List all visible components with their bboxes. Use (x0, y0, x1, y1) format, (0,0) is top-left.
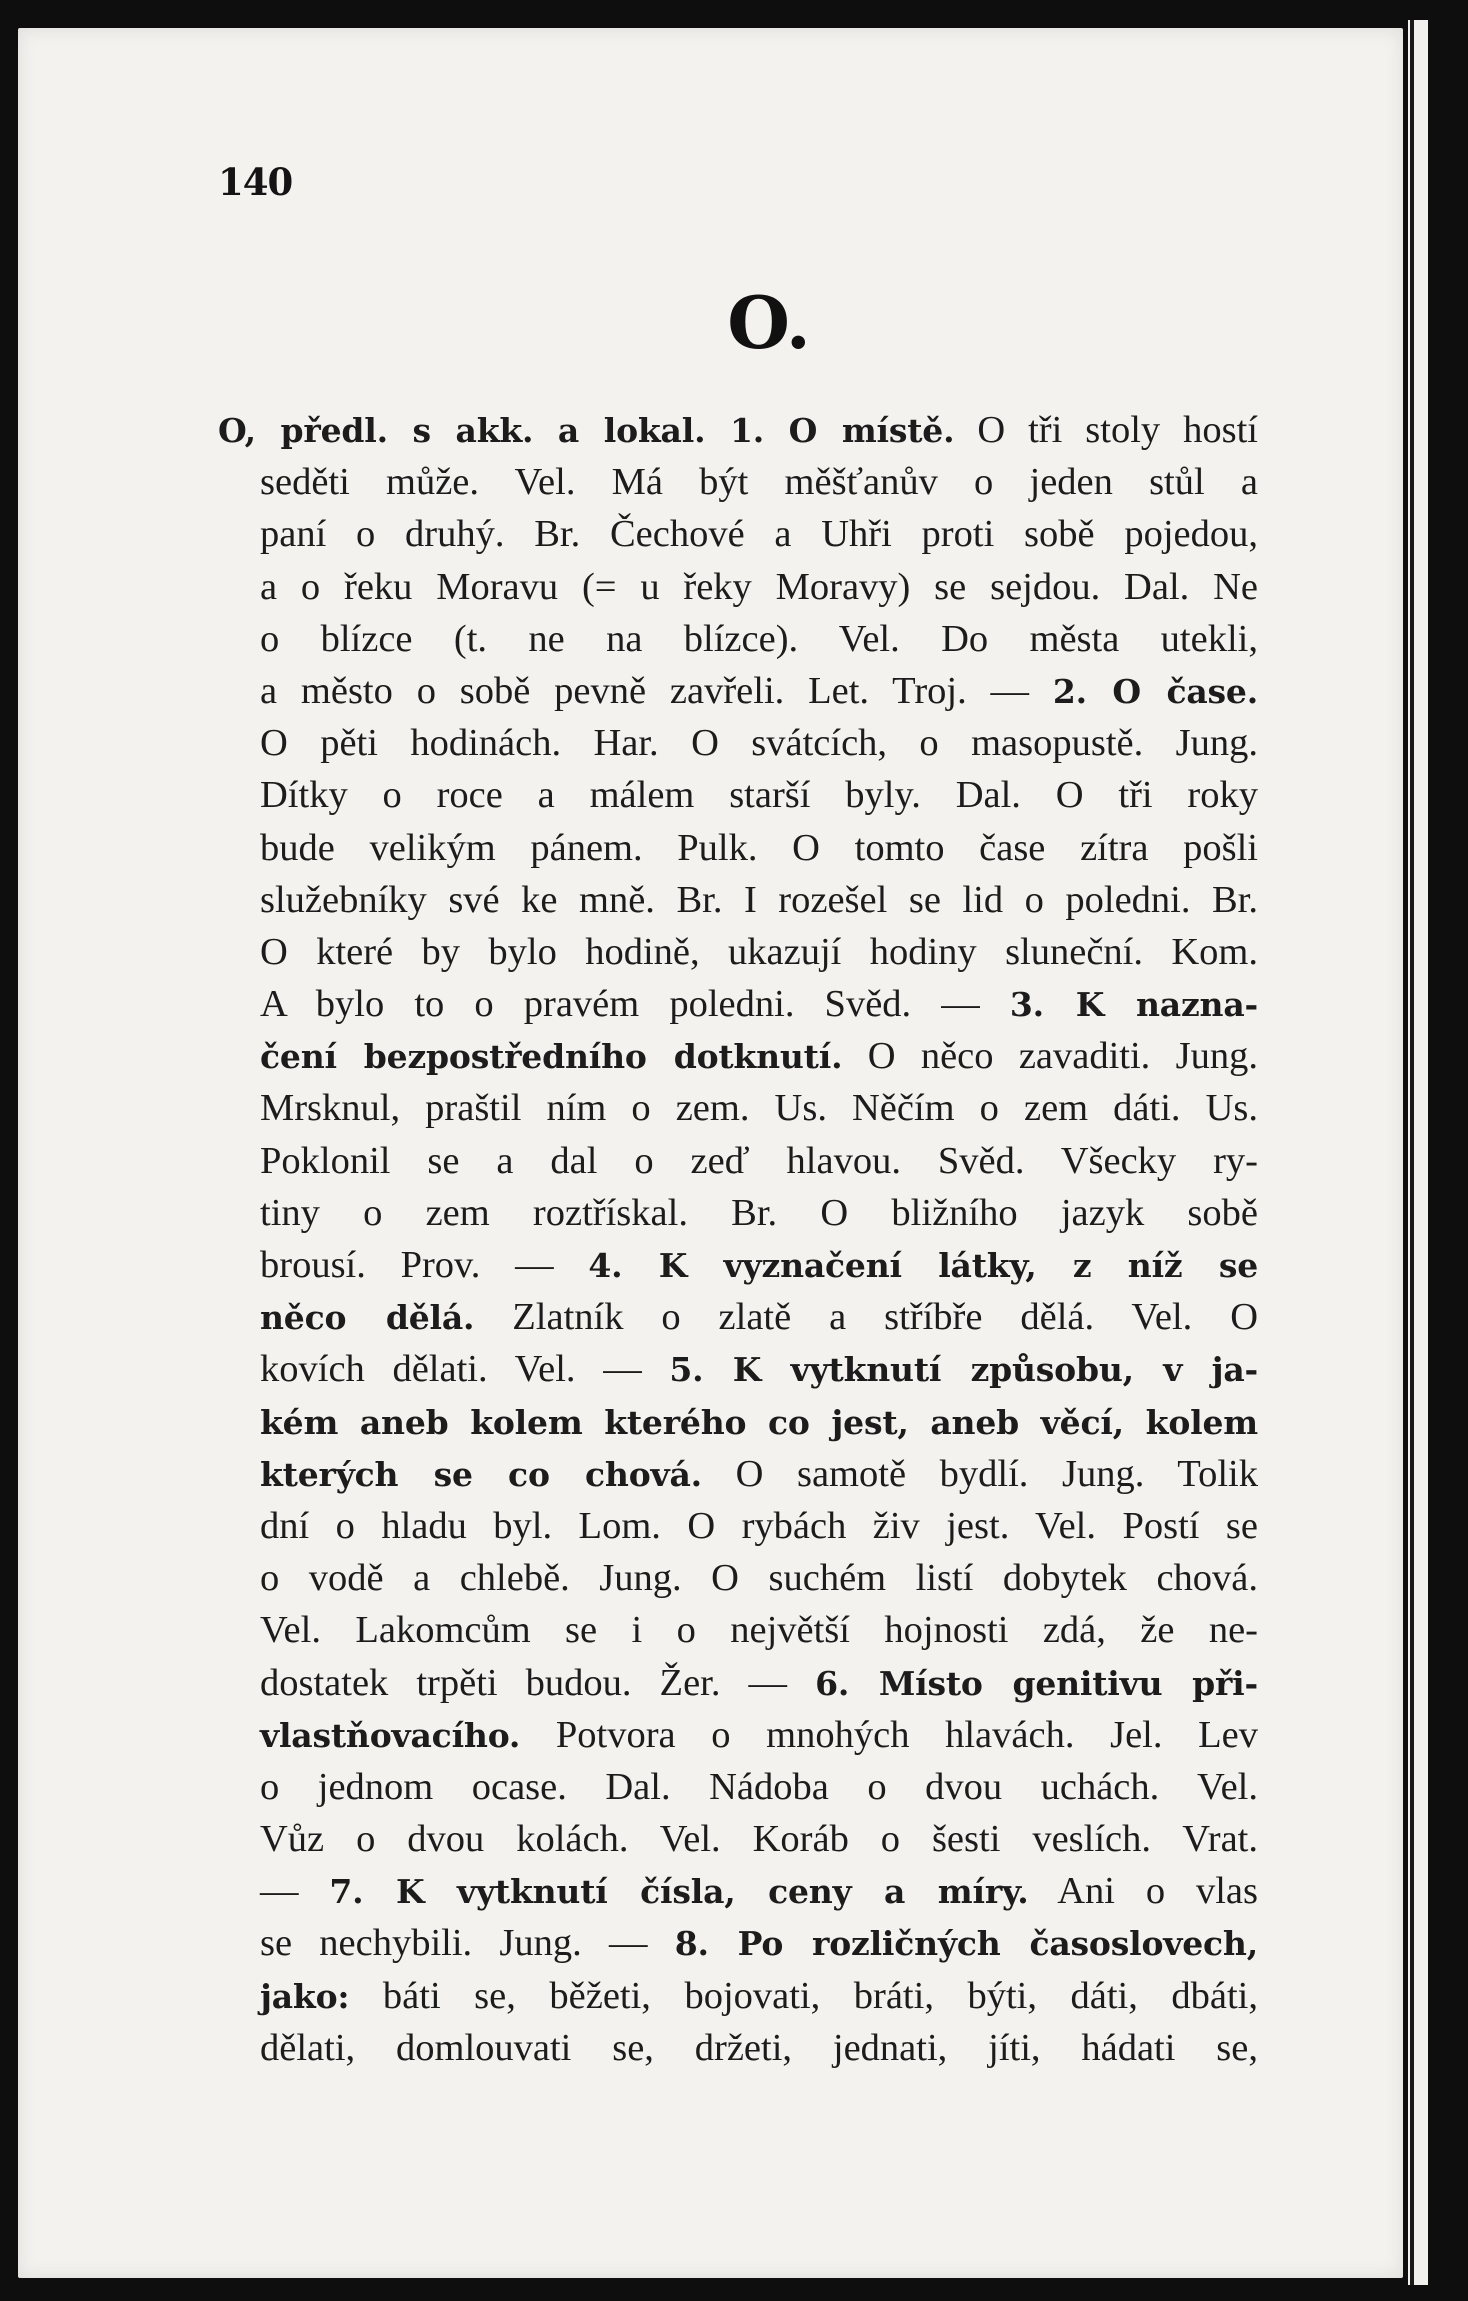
entry-text-segment: brousí. Prov. — (260, 1244, 589, 1286)
entry-line (218, 1187, 1258, 1239)
entry-bold-segment: 7. K vytknutí čísla, ceny a míry. (329, 1872, 1029, 1912)
entry-line (218, 1291, 1258, 1343)
entry-bold-segment: 4. K vyznačení látky, z níž se (588, 1246, 1259, 1285)
entry-line (218, 1865, 1258, 1917)
entry-line (218, 1709, 1258, 1761)
entry-line (218, 1448, 1258, 1500)
entry-text-segment: bude velikým pánem. Pulk. O tomto čase zítra pošli (260, 826, 1258, 869)
entry-line (218, 1030, 1258, 1082)
entry-line (218, 874, 1258, 926)
entry-text-segment: Dítky o roce a málem starší byly. Dal. O tři roky (260, 774, 1258, 817)
entry-text-segment: dostatek trpěti budou. Žer. — (260, 1661, 816, 1704)
entry-line (218, 456, 1258, 508)
entry-text-segment: tiny o zem roztřískal. Br. O bližního jazyk sobě (260, 1191, 1258, 1234)
entry-bold-segment: něco dělá. (260, 1298, 475, 1338)
letter-heading-text: O. (727, 280, 811, 365)
entry-line (218, 613, 1258, 665)
entry-text-segment: O tři stoly hostí (954, 409, 1258, 451)
entry-text-segment: dělati, domlouvati se, držeti, jednati, jíti, hádati se, (260, 2026, 1258, 2069)
entry-text-segment: paní o druhý. Br. Čechové a Uhři proti sobě pojedou, (260, 513, 1258, 556)
entry-line (218, 1970, 1258, 2022)
entry-line (218, 1813, 1258, 1865)
entry-text-segment: a město o sobě pevně zavřeli. Let. Troj. — (260, 669, 1053, 712)
entry-text-segment: o blízce (t. ne na blízce). Vel. Do města utekli, (260, 617, 1258, 660)
entry-text-segment: Poklonil se a dal o zeď hlavou. Svěd. Všecky ry- (260, 1139, 1258, 1182)
entry-text-segment: a o řeku Moravu (= u řeky Moravy) se sejdou. Dal. Ne (260, 565, 1258, 608)
entry-bold-segment: čení bezpostředního dotknutí. (260, 1037, 843, 1077)
entry-bold-segment: O, předl. s akk. a lokal. 1. O místě. (218, 411, 955, 450)
entry-bold-segment: 3. K nazna- (1009, 985, 1258, 1025)
entry-text-segment: O které by bylo hodině, ukazují hodiny sluneční. Kom. (260, 930, 1258, 973)
page-number: 140 (218, 160, 293, 204)
entry-line (218, 508, 1258, 560)
entry-line (218, 404, 1258, 456)
entry-line (218, 1657, 1258, 1709)
entry-line (218, 1761, 1258, 1813)
entry-line (218, 1552, 1258, 1604)
entry-line (218, 1082, 1258, 1134)
entry-line (218, 717, 1258, 769)
entry-text-segment: Zlatník o zlatě a stříbře dělá. Vel. O (474, 1296, 1258, 1339)
entry-text-segment: Mrsknul, praštil ním o zem. Us. Něčím o zem dáti. Us. (260, 1087, 1258, 1130)
entry-line (218, 1604, 1258, 1656)
entry-line (218, 1343, 1258, 1395)
entry-text-segment: Ani o vlas (1028, 1870, 1258, 1913)
entry-text-segment: se nechybili. Jung. — (260, 1922, 675, 1965)
entry-text-segment: dní o hladu byl. Lom. O rybách živ jest. Vel. Postí se (260, 1504, 1258, 1547)
entry-line (218, 926, 1258, 978)
entry-text-segment: Potvora o mnohých hlavách. Jel. Lev (520, 1713, 1258, 1756)
entry-text-segment: seděti může. Vel. Má být měšťanův o jeden stůl a (260, 461, 1258, 504)
entry-bold-segment: kterých se co chová. (260, 1454, 702, 1494)
entry-line (218, 665, 1258, 717)
entry-bold-segment: 2. O čase. (1052, 671, 1258, 711)
entry-text-segment: A bylo to o pravém poledni. Svěd. — (260, 983, 1010, 1026)
entry-bold-segment: 8. Po rozličných časoslovech, (674, 1924, 1259, 1964)
entry-text-segment: Vel. Lakomcům se i o největší hojnosti zdá, že ne- (260, 1609, 1258, 1652)
entry-text-segment: služebníky své ke mně. Br. I rozešel se lid o poledni. Br. (260, 878, 1258, 921)
entry-line (218, 1135, 1258, 1187)
entry-bold-segment: 6. Místo genitivu při- (815, 1663, 1258, 1703)
entry-text-segment: O pěti hodinách. Har. O svátcích, o masopustě. Jung. (260, 722, 1258, 765)
entry-bold-segment: 5. K vytknutí způsobu, v ja- (669, 1350, 1258, 1390)
entry-line (218, 822, 1258, 874)
dictionary-entry (218, 404, 1258, 2074)
entry-line (218, 769, 1258, 821)
entry-text-segment: o vodě a chlebě. Jung. O suchém listí dobytek chová. (260, 1557, 1258, 1600)
entry-line (218, 561, 1258, 613)
entry-text-segment: — (260, 1870, 330, 1913)
entry-line (218, 2022, 1258, 2074)
entry-bold-segment: jako: (260, 1976, 350, 2016)
entry-text-segment: Vůz o dvou kolách. Vel. Koráb o šesti veslích. Vrat. (260, 1818, 1258, 1861)
entry-line (218, 1917, 1258, 1969)
entry-line (218, 1396, 1258, 1448)
entry-bold-segment: kém aneb kolem kterého co jest, aneb věcí, kolem (260, 1402, 1258, 1442)
entry-text-segment: O něco zavaditi. Jung. (842, 1035, 1258, 1078)
entry-text-segment: o jednom ocase. Dal. Nádoba o dvou uchách. Vel. (260, 1765, 1258, 1808)
entry-line (218, 978, 1258, 1030)
letter-heading (0, 280, 1468, 365)
entry-bold-segment: vlastňovacího. (260, 1715, 521, 1755)
entry-line (218, 1239, 1258, 1291)
entry-text-segment: kovích dělati. Vel. — (260, 1348, 670, 1391)
entry-line (218, 1500, 1258, 1552)
entry-text-segment: báti se, běžeti, bojovati, bráti, býti, dáti, dbáti, (349, 1974, 1258, 2017)
entry-text-segment: O samotě bydlí. Jung. Tolik (701, 1452, 1258, 1495)
